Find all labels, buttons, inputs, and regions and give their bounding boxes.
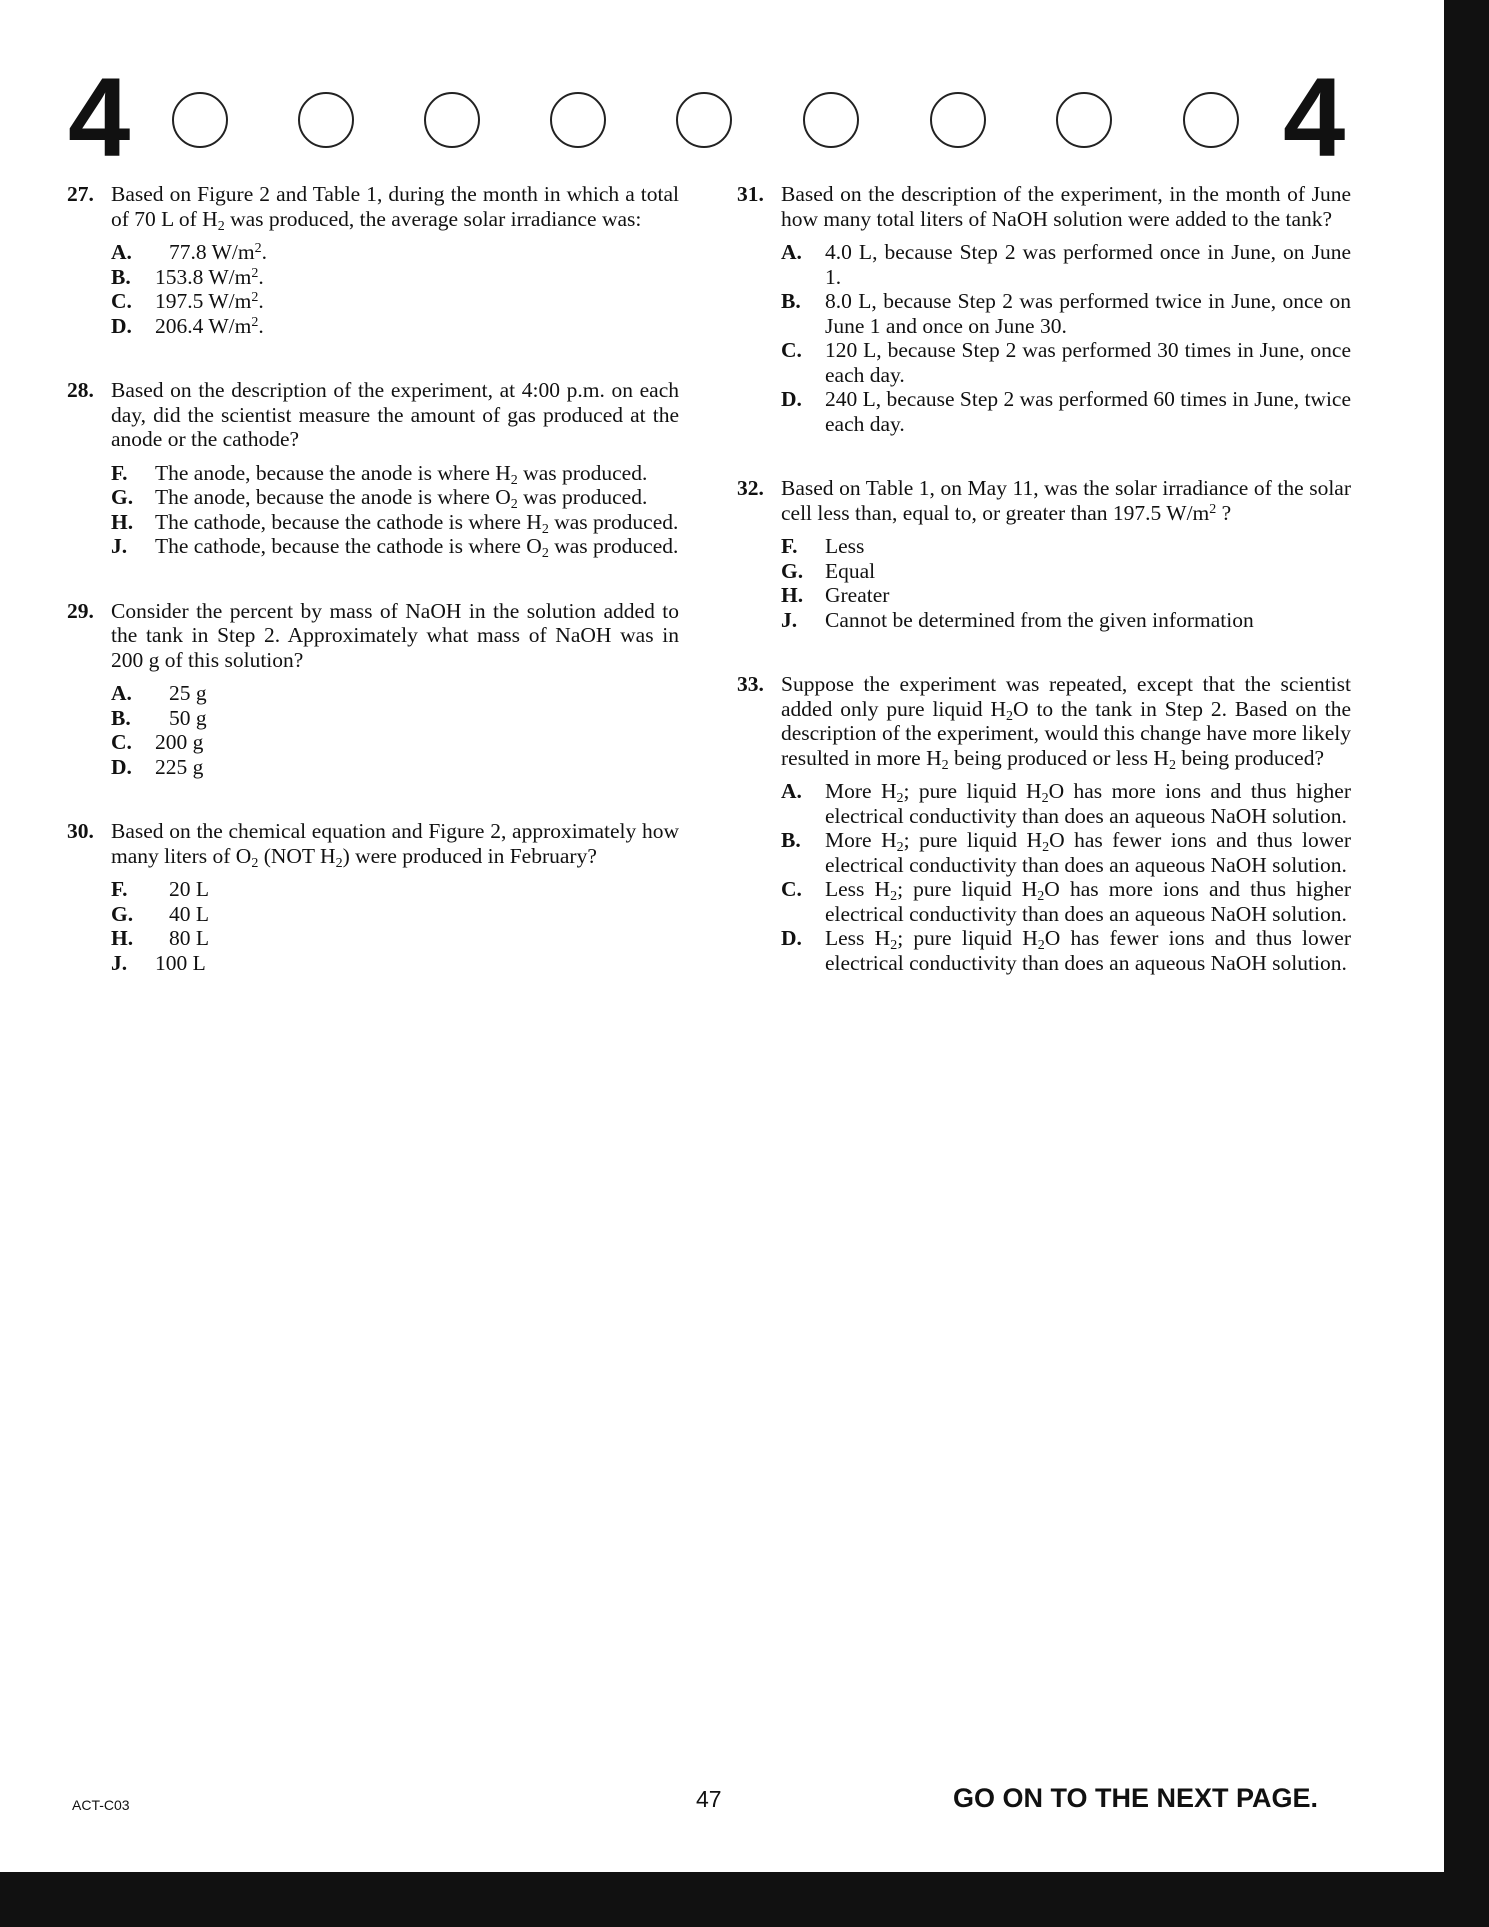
question-29: [67, 599, 679, 780]
option-letter: D.: [781, 387, 802, 411]
option-letter: F.: [111, 877, 128, 901]
header-circle: [930, 92, 986, 148]
answer-option-h[interactable]: H. Greater: [781, 583, 890, 607]
answer-option-g[interactable]: G. The anode, because the anode is where $O_2$ was produced.: [111, 485, 648, 512]
answer-option-f[interactable]: F. Less: [781, 534, 865, 558]
answer-option-j[interactable]: J. 100 L: [111, 950, 206, 975]
question-stem: Based on the description of the experiment, at 4:00 p.m. on each day, did the scientist measure the amount of gas produced at the anode or the cathode?: [111, 378, 679, 451]
option-letter: J.: [111, 534, 128, 558]
answer-option-d[interactable]: D. Less $H_2$; pure liquid $H_2O$ has fewer ions and thus lower electrical conductivity than does an aqueous NaOH solution.: [781, 926, 1352, 975]
option-letter: D.: [781, 926, 802, 950]
header-circle: [424, 92, 480, 148]
left-column: [67, 182, 679, 975]
answer-options: [781, 240, 1351, 436]
option-letter: D.: [111, 754, 132, 779]
question-stem: Suppose the experiment was repeated, except that the scientist added only pure liquid $H_2O$ to the tank in Step 2. Based on the description of the experiment, would this change have more likely resulted in more $H_2$ being produced or less $H_2$ being produced?: [781, 672, 1351, 773]
answer-option-f[interactable]: F. 20 L: [111, 877, 210, 901]
option-letter: A.: [781, 240, 802, 264]
header-circle: [298, 92, 354, 148]
question-number: 27.: [67, 182, 94, 206]
answer-options: [111, 240, 679, 338]
option-letter: J.: [111, 950, 128, 975]
answer-option-b[interactable]: B. 153.8 $W/m^2$.: [111, 264, 264, 289]
answer-options: [111, 681, 679, 779]
answer-options: [781, 534, 1351, 632]
answer-option-a[interactable]: A. More $H_2$; pure liquid $H_2O$ has more ions and thus higher electrical conductivity than does an aqueous NaOH solution.: [781, 779, 1351, 828]
answer-option-f[interactable]: F. The anode, because the anode is where $H_2$ was produced.: [111, 460, 648, 488]
answer-option-a[interactable]: A. 4.0 L, because Step 2 was performed once in June, on June 1.: [781, 240, 1351, 289]
question-number: 33.: [737, 672, 764, 696]
header-circle: [803, 92, 859, 148]
option-letter: A.: [111, 681, 132, 705]
answer-option-g[interactable]: G. Equal: [781, 558, 876, 583]
answer-option-c[interactable]: C. 200 g: [111, 730, 204, 754]
page-number: 47: [696, 1786, 722, 1812]
question-number: 29.: [67, 598, 94, 623]
test-code: ACT-C03: [72, 1797, 130, 1813]
question-stem: Based on Table 1, on May 11, was the solar irradiance of the solar cell less than, equal to, or greater than 197.5 $W/m^2$ ?: [781, 476, 1351, 525]
question-number: 28.: [67, 378, 94, 402]
section-number-right: 4: [1283, 55, 1346, 180]
header-circle: [172, 92, 228, 148]
option-letter: G.: [111, 485, 134, 509]
header-circle: [1183, 92, 1239, 148]
option-letter: D.: [111, 313, 132, 338]
next-page-notice: GO ON TO THE NEXT PAGE.: [953, 1783, 1319, 1813]
section-number-left: 4: [68, 55, 131, 180]
header-circle: [676, 92, 732, 148]
answer-option-b[interactable]: B. More $H_2$; pure liquid $H_2O$ has fewer ions and thus lower electrical conductivity than does an aqueous NaOH solution.: [781, 828, 1352, 877]
option-letter: C.: [781, 877, 802, 901]
right-column: [737, 182, 1351, 975]
answer-options: [111, 877, 679, 975]
question-number: 31.: [737, 182, 764, 206]
question-number: 30.: [67, 819, 94, 843]
answer-option-d[interactable]: D. 240 L, because Step 2 was performed 60 times in June, twice each day.: [781, 387, 1352, 436]
answer-option-c[interactable]: C. 197.5 $W/m^2$.: [111, 289, 264, 313]
header-circle: [1056, 92, 1112, 148]
question-33: [737, 672, 1351, 975]
question-stem: Based on the chemical equation and Figure 2, approximately how many liters of $O_2$ (NOT $H_2$) were produced in February?: [111, 819, 679, 871]
answer-option-j[interactable]: J. The cathode, because the cathode is where $O_2$ was produced.: [111, 534, 679, 561]
option-letter: C.: [111, 730, 132, 754]
question-stem: Based on the description of the experiment, in the month of June how many total liters of NaOH solution were added to the tank?: [781, 182, 1351, 231]
header-circle: [550, 92, 606, 148]
question-stem: Consider the percent by mass of NaOH in the solution added to the tank in Step 2. Approximately what mass of NaOH was in 200 g of this solution?: [111, 598, 679, 672]
option-letter: G.: [781, 558, 804, 583]
option-letter: C.: [111, 289, 132, 313]
answer-option-h[interactable]: H. 80 L: [111, 926, 210, 950]
answer-option-h[interactable]: H. The cathode, because the cathode is where $H_2$ was produced.: [111, 509, 679, 537]
answer-option-g[interactable]: G. 40 L: [111, 901, 210, 926]
option-letter: B.: [111, 705, 131, 730]
answer-option-d[interactable]: D. 206.4 $W/m^2$.: [111, 313, 264, 338]
question-stem: Based on Figure 2 and Table 1, during the month in which a total of 70 L of $H_2$ was produced, the average solar irradiance was:: [111, 182, 679, 234]
scan-edge-right: [1444, 0, 1489, 1927]
option-letter: H.: [111, 926, 134, 950]
option-letter: B.: [111, 264, 131, 289]
question-32: [737, 476, 1351, 632]
answer-option-d[interactable]: D. 225 g: [111, 754, 204, 779]
scan-edge-bottom: [0, 1872, 1489, 1927]
question-28: [67, 378, 679, 559]
question-number: 32.: [737, 476, 764, 500]
question-27: [67, 182, 679, 338]
answer-option-a[interactable]: A. 77.8 $W/m^2$.: [111, 240, 267, 264]
answer-option-a[interactable]: A. 25 g: [111, 681, 207, 705]
option-letter: F.: [781, 534, 798, 558]
option-letter: H.: [111, 509, 134, 534]
option-letter: J.: [781, 607, 798, 632]
answer-option-c[interactable]: C. 120 L, because Step 2 was performed 30 times in June, once each day.: [781, 338, 1351, 387]
answer-options: [781, 779, 1351, 975]
option-letter: A.: [111, 240, 132, 264]
option-letter: H.: [781, 583, 804, 607]
answer-option-c[interactable]: C. Less $H_2$; pure liquid $H_2O$ has more ions and thus higher electrical conductivity than does an aqueous NaOH solution.: [781, 877, 1352, 926]
option-letter: G.: [111, 901, 134, 926]
answer-option-j[interactable]: J. Cannot be determined from the given information: [781, 607, 1254, 632]
answer-option-b[interactable]: B. 8.0 L, because Step 2 was performed twice in June, once on June 1 and once on June 30.: [781, 289, 1351, 338]
answer-option-b[interactable]: B. 50 g: [111, 705, 207, 730]
option-letter: F.: [111, 460, 128, 485]
question-31: [737, 182, 1351, 436]
option-letter: C.: [781, 338, 802, 362]
answer-options: [111, 461, 679, 559]
option-letter: B.: [781, 828, 801, 852]
option-letter: B.: [781, 289, 801, 313]
option-letter: A.: [781, 779, 802, 803]
question-30: [67, 819, 679, 975]
